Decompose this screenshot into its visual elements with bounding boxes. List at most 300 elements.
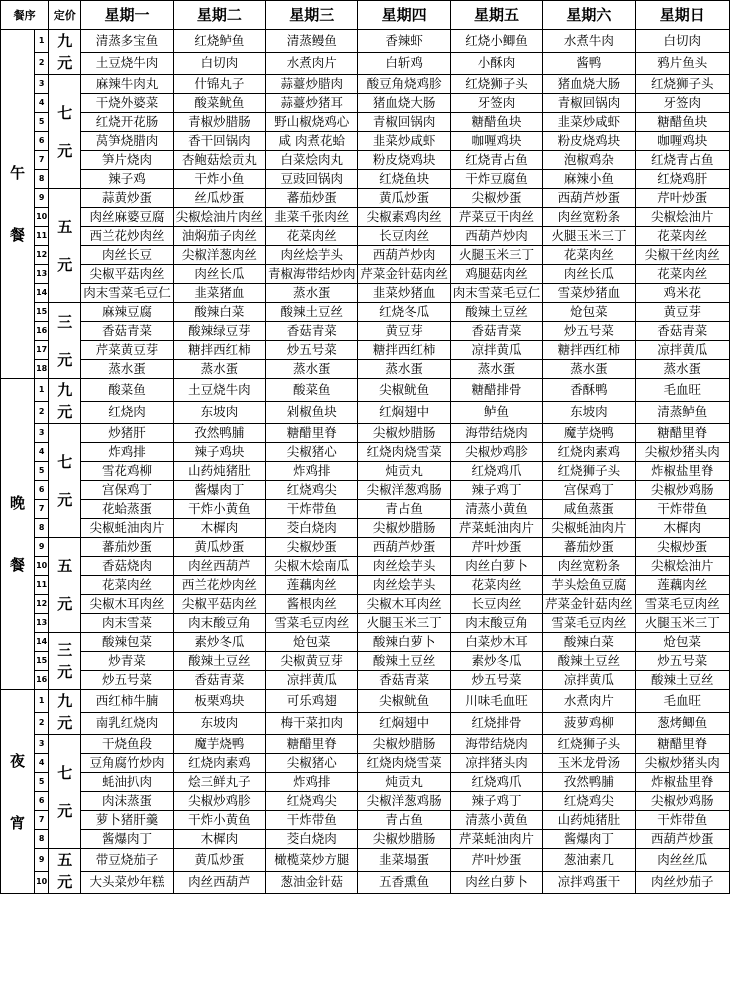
dish-cell: 炸椒盐里脊: [635, 462, 729, 481]
price-char: 三: [57, 312, 73, 331]
row-number: 14: [35, 284, 49, 303]
menu-row: [1, 830, 730, 849]
dish-cell: 青占鱼: [358, 811, 450, 830]
row-number: 5: [35, 113, 49, 132]
dish-cell: 丝瓜炒蛋: [173, 189, 265, 208]
row-number: 17: [35, 341, 49, 360]
menu-row: [1, 227, 730, 246]
dish-cell: 炒猪肝: [81, 424, 173, 443]
menu-row: [1, 30, 730, 53]
price-char: 五: [57, 217, 73, 236]
row-number: 3: [35, 424, 49, 443]
dish-cell: 玉米龙骨汤: [543, 754, 635, 773]
dish-cell: 蕃茄炒蛋: [81, 538, 173, 557]
dish-cell: 牙签肉: [635, 94, 729, 113]
dish-cell: 酸辣土豆丝: [266, 303, 358, 322]
row-number: 4: [35, 754, 49, 773]
dish-cell: 芹菜金针菇肉丝: [358, 265, 450, 284]
dish-cell: 炸鸡排: [266, 773, 358, 792]
dish-cell: 麻辣牛肉丸: [81, 75, 173, 94]
dish-cell: 酸辣土豆丝: [543, 652, 635, 671]
dish-cell: 酸辣土豆丝: [358, 652, 450, 671]
menu-row: [1, 341, 730, 360]
dish-cell: 麻辣小鱼: [543, 170, 635, 189]
menu-row: [1, 519, 730, 538]
dish-cell: 干炸豆腐鱼: [450, 170, 542, 189]
dish-cell: 干炸带鱼: [635, 811, 729, 830]
dish-cell: 清蒸鳗鱼: [266, 30, 358, 53]
dish-cell: 青椒海带结炒肉: [266, 265, 358, 284]
dish-cell: 肉丝烩芋头: [358, 557, 450, 576]
row-number: 16: [35, 322, 49, 341]
dish-cell: 芹叶炒蛋: [635, 189, 729, 208]
dish-cell: 香辣虾: [358, 30, 450, 53]
dish-cell: 尖椒炒腊肠: [358, 424, 450, 443]
dish-cell: 鸦片鱼头: [635, 52, 729, 75]
dish-cell: 尖椒炒鸡肠: [635, 792, 729, 811]
dish-cell: 咸鱼蒸蛋: [543, 500, 635, 519]
price-char: 三: [57, 641, 73, 659]
dish-cell: 红烧开花肠: [81, 113, 173, 132]
dish-cell: 尖椒木耳肉丝: [358, 595, 450, 614]
price-char: 元: [57, 255, 73, 274]
dish-cell: 西兰花炒肉丝: [81, 227, 173, 246]
row-number: 12: [35, 246, 49, 265]
dish-cell: 青椒炒腊肠: [173, 113, 265, 132]
dish-cell: 泡椒鸡杂: [543, 151, 635, 170]
menu-row: [1, 443, 730, 462]
dish-cell: 萝卜猪肝羹: [81, 811, 173, 830]
dish-cell: 糖醋里脊: [266, 424, 358, 443]
price-label: [49, 849, 81, 894]
dish-cell: 糖醋里脊: [635, 735, 729, 754]
menu-row: [1, 94, 730, 113]
dish-cell: 香菇烧肉: [81, 557, 173, 576]
dish-cell: 笋片烧肉: [81, 151, 173, 170]
dish-cell: 粉皮烧鸡块: [358, 151, 450, 170]
row-number: 15: [35, 303, 49, 322]
price-char: 七: [57, 103, 73, 122]
dish-cell: 宫保鸡丁: [543, 481, 635, 500]
dish-cell: 雪菜毛豆肉丝: [266, 614, 358, 633]
dish-cell: 茭白烧肉: [266, 519, 358, 538]
dish-cell: 肉丝宽粉条: [543, 208, 635, 227]
menu-row: [1, 538, 730, 557]
day-header: 星期五: [450, 1, 542, 30]
dish-cell: 尖椒炒鸡胗: [173, 792, 265, 811]
dish-cell: 尖椒蚝油肉片: [543, 519, 635, 538]
dish-cell: 东坡肉: [543, 401, 635, 424]
dish-cell: 凉拌鸡蛋干: [543, 871, 635, 894]
dish-cell: 魔芋烧鸭: [543, 424, 635, 443]
dish-cell: 青椒回锅肉: [543, 94, 635, 113]
dish-cell: 韭菜塌蛋: [358, 849, 450, 872]
dish-cell: 黄瓜炒蛋: [173, 849, 265, 872]
meal-char: 餐: [10, 556, 26, 574]
menu-row: [1, 712, 730, 735]
dish-cell: 蒜薹炒腊肉: [266, 75, 358, 94]
dish-cell: 蒜黄炒蛋: [81, 189, 173, 208]
dish-cell: 炸鸡排: [81, 443, 173, 462]
dish-cell: 西葫芦炒肉: [450, 227, 542, 246]
dish-cell: 蒸水蛋: [266, 360, 358, 379]
dish-cell: 粉皮烧鸡块: [543, 132, 635, 151]
spacer: [49, 473, 80, 489]
menu-row: [1, 633, 730, 652]
dish-cell: 韭菜猪血: [173, 284, 265, 303]
dish-cell: 花菜肉丝: [635, 227, 729, 246]
row-number: 1: [35, 690, 49, 713]
dish-cell: 芹叶炒蛋: [450, 849, 542, 872]
dish-cell: 蒸水蛋: [450, 360, 542, 379]
dish-cell: 红烧狮子头: [543, 735, 635, 754]
menu-row: [1, 132, 730, 151]
row-number: 3: [35, 75, 49, 94]
dish-cell: 肉丝炒茄子: [635, 871, 729, 894]
dish-cell: 糖醋排骨: [450, 379, 542, 402]
dish-cell: 菠萝鸡柳: [543, 712, 635, 735]
dish-cell: 牙签肉: [450, 94, 542, 113]
menu-row: [1, 849, 730, 872]
dish-cell: 酸辣白菜: [173, 303, 265, 322]
row-number: 10: [35, 208, 49, 227]
menu-row: [1, 113, 730, 132]
dish-cell: 带豆烧茄子: [81, 849, 173, 872]
dish-cell: 豆角腐竹炒肉: [81, 754, 173, 773]
row-number: 2: [35, 52, 49, 75]
dish-cell: 蒸水蛋: [81, 360, 173, 379]
menu-row: [1, 671, 730, 690]
row-number: 7: [35, 500, 49, 519]
day-header: 星期二: [173, 1, 265, 30]
dish-cell: 麻辣豆腐: [81, 303, 173, 322]
dish-cell: 芹菜蚝油肉片: [450, 830, 542, 849]
day-header: 星期三: [266, 1, 358, 30]
dish-cell: 蕃茄炒蛋: [266, 189, 358, 208]
menu-row: [1, 75, 730, 94]
dish-cell: 尖椒炒腊肠: [358, 735, 450, 754]
price-char: 元: [57, 595, 73, 613]
dish-cell: 炸椒盐里脊: [635, 773, 729, 792]
price-char: 五: [57, 851, 73, 869]
spacer: [49, 333, 80, 349]
row-number: 6: [35, 132, 49, 151]
dish-cell: 红烧鱼块: [358, 170, 450, 189]
dish-cell: 红焖翅中: [358, 401, 450, 424]
row-number: 8: [35, 830, 49, 849]
dish-cell: 炖贡丸: [358, 773, 450, 792]
price-char: 元: [57, 54, 73, 72]
price-label: [49, 189, 81, 303]
row-number: 12: [35, 595, 49, 614]
price-char: 七: [57, 763, 73, 782]
dish-cell: 蒸水蛋: [173, 360, 265, 379]
dish-cell: 咖喱鸡块: [635, 132, 729, 151]
dish-cell: 酸辣土豆丝: [173, 652, 265, 671]
dish-cell: 尖椒炒猪头肉: [635, 754, 729, 773]
menu-row: [1, 576, 730, 595]
price-header: 定价: [49, 1, 81, 30]
dish-cell: 魔芋烧鸭: [173, 735, 265, 754]
day-header: 星期六: [543, 1, 635, 30]
row-number: 9: [35, 189, 49, 208]
dish-cell: 韭菜千张肉丝: [266, 208, 358, 227]
dish-cell: 尖椒蚝油肉片: [81, 519, 173, 538]
dish-cell: 香菇青菜: [358, 671, 450, 690]
dish-cell: 尖椒洋葱肉丝: [173, 246, 265, 265]
dish-cell: 花菜肉丝: [635, 265, 729, 284]
dish-cell: 辣子鸡块: [173, 443, 265, 462]
price-char: 七: [57, 452, 73, 471]
dish-cell: 雪菜毛豆肉丝: [543, 614, 635, 633]
dish-cell: 花菜肉丝: [450, 576, 542, 595]
dish-cell: 白菜烩肉丸: [266, 151, 358, 170]
dish-cell: 红烧肉素鸡: [543, 443, 635, 462]
dish-cell: 酱根肉丝: [266, 595, 358, 614]
dish-cell: 香酥鸭: [543, 379, 635, 402]
dish-cell: 肉沫蒸蛋: [81, 792, 173, 811]
dish-cell: 凉拌黄瓜: [543, 671, 635, 690]
menu-row: [1, 265, 730, 284]
menu-row: [1, 614, 730, 633]
dish-cell: 尖椒鱿鱼: [358, 690, 450, 713]
row-number: 1: [35, 30, 49, 53]
menu-row: [1, 151, 730, 170]
dish-cell: 梅干菜扣肉: [266, 712, 358, 735]
price-char: 九: [57, 381, 73, 399]
dish-cell: 火腿玉米三丁: [358, 614, 450, 633]
dish-cell: 水煮肉片: [543, 690, 635, 713]
dish-cell: 酱爆肉丁: [543, 830, 635, 849]
dish-cell: 尖椒洋葱鸡肠: [358, 792, 450, 811]
dish-cell: 肉丝麻婆豆腐: [81, 208, 173, 227]
dish-cell: 糖醋鱼块: [635, 113, 729, 132]
dish-cell: 清蒸鲈鱼: [635, 401, 729, 424]
dish-cell: 酱爆肉丁: [173, 481, 265, 500]
dish-cell: 肉末酸豆角: [450, 614, 542, 633]
price-char: 九: [57, 32, 73, 50]
dish-cell: 酸豆角烧鸡胗: [358, 75, 450, 94]
dish-cell: 炒五号菜: [543, 322, 635, 341]
meal-char: 宵: [10, 813, 26, 832]
dish-cell: 红烧鸡爪: [450, 773, 542, 792]
dish-cell: 红烧鸡尖: [543, 792, 635, 811]
spacer: [49, 238, 80, 254]
dish-cell: 黄豆芽: [635, 303, 729, 322]
spacer: [49, 124, 80, 140]
dish-cell: 酱鸭: [543, 52, 635, 75]
row-number: 4: [35, 443, 49, 462]
dish-cell: 肉末酸豆角: [173, 614, 265, 633]
dish-cell: 炝包菜: [543, 303, 635, 322]
dish-cell: 小酥肉: [450, 52, 542, 75]
menu-row: [1, 322, 730, 341]
menu-row: [1, 360, 730, 379]
row-number: 18: [35, 360, 49, 379]
dish-cell: 糖拌西红柿: [358, 341, 450, 360]
dish-cell: 尖椒烩油片: [635, 208, 729, 227]
dish-cell: 土豆烧牛肉: [173, 379, 265, 402]
meal-header: 餐序: [1, 1, 49, 30]
dish-cell: 炸鸡排: [266, 462, 358, 481]
menu-row: [1, 792, 730, 811]
dish-cell: 板栗鸡块: [173, 690, 265, 713]
menu-row: [1, 52, 730, 75]
price-label: [49, 30, 81, 75]
price-char: 五: [57, 557, 73, 575]
dish-cell: 木樨肉: [635, 519, 729, 538]
dish-cell: 雪花鸡柳: [81, 462, 173, 481]
price-label: [49, 538, 81, 633]
dish-cell: 鲈鱼: [450, 401, 542, 424]
dish-cell: 凉拌黄瓜: [266, 671, 358, 690]
row-number: 2: [35, 401, 49, 424]
dish-cell: 茭白烧肉: [266, 830, 358, 849]
dish-cell: 肉丝长瓜: [173, 265, 265, 284]
menu-row: [1, 208, 730, 227]
row-number: 7: [35, 811, 49, 830]
spacer: [1, 772, 34, 812]
dish-cell: 红烧青占鱼: [635, 151, 729, 170]
dish-cell: 宫保鸡丁: [81, 481, 173, 500]
dish-cell: 尖椒黄豆芽: [266, 652, 358, 671]
spacer: [49, 577, 80, 593]
dish-cell: 糖拌西红柿: [543, 341, 635, 360]
dish-cell: 黄豆芽: [358, 322, 450, 341]
dish-cell: 土豆烧牛肉: [81, 52, 173, 75]
price-label: [49, 690, 81, 735]
menu-row: [1, 500, 730, 519]
price-label: [49, 379, 81, 424]
dish-cell: 酸菜鱼: [266, 379, 358, 402]
meal-char: 晚: [10, 494, 26, 512]
dish-cell: 孜然鸭脯: [173, 424, 265, 443]
dish-cell: 尖椒鱿鱼: [358, 379, 450, 402]
dish-cell: 西葫芦炒肉: [358, 246, 450, 265]
dish-cell: 炝包菜: [266, 633, 358, 652]
dish-cell: 红烧冬瓜: [358, 303, 450, 322]
dish-cell: 酸辣白菜: [543, 633, 635, 652]
dish-cell: 糖醋里脊: [635, 424, 729, 443]
dish-cell: 肉丝长豆: [81, 246, 173, 265]
dish-cell: 海带结烧肉: [450, 424, 542, 443]
dish-cell: 肉丝长瓜: [543, 265, 635, 284]
dish-cell: 尖椒炒蛋: [450, 189, 542, 208]
menu-row: [1, 189, 730, 208]
menu-row: [1, 690, 730, 713]
dish-cell: 尖椒平菇肉丝: [81, 265, 173, 284]
menu-row: [1, 773, 730, 792]
dish-cell: 芹菜蚝油肉片: [450, 519, 542, 538]
dish-cell: 蚝油扒肉: [81, 773, 173, 792]
menu-row: [1, 246, 730, 265]
dish-cell: 白菜炒木耳: [450, 633, 542, 652]
row-number: 4: [35, 94, 49, 113]
menu-row: [1, 481, 730, 500]
dish-cell: 水煮牛肉: [543, 30, 635, 53]
dish-cell: 葱烤鲫鱼: [635, 712, 729, 735]
menu-row: [1, 462, 730, 481]
dish-cell: 红烧狮子头: [450, 75, 542, 94]
dish-cell: 尖椒洋葱鸡肠: [358, 481, 450, 500]
dish-cell: 尖椒猪心: [266, 443, 358, 462]
price-label: [49, 303, 81, 379]
dish-cell: 水煮肉片: [266, 52, 358, 75]
menu-row: [1, 871, 730, 894]
spacer: [1, 514, 34, 554]
dish-cell: 干炸小黄鱼: [173, 500, 265, 519]
menu-row: [1, 424, 730, 443]
dish-cell: 香菇青菜: [81, 322, 173, 341]
dish-cell: 肉末雪菜: [81, 614, 173, 633]
dish-cell: 炝包菜: [635, 633, 729, 652]
dish-cell: 芹菜金针菇肉丝: [543, 595, 635, 614]
row-number: 7: [35, 151, 49, 170]
dish-cell: 红烧青占鱼: [450, 151, 542, 170]
dish-cell: 西红柿牛腩: [81, 690, 173, 713]
dish-cell: 干炸带鱼: [635, 500, 729, 519]
dish-cell: 蒜薹炒猪耳: [266, 94, 358, 113]
price-char: 元: [57, 350, 73, 369]
row-number: 5: [35, 773, 49, 792]
dish-cell: 红烧鸡尖: [266, 481, 358, 500]
dish-cell: 可乐鸡翅: [266, 690, 358, 713]
dish-cell: 清蒸小黄鱼: [450, 500, 542, 519]
dish-cell: 五香熏鱼: [358, 871, 450, 894]
dish-cell: 干炸小鱼: [173, 170, 265, 189]
dish-cell: 山药炖猪肚: [173, 462, 265, 481]
dish-cell: 红烧鲈鱼: [173, 30, 265, 53]
dish-cell: 花菜肉丝: [81, 576, 173, 595]
dish-cell: 毛血旺: [635, 379, 729, 402]
dish-cell: 酸辣土豆丝: [635, 671, 729, 690]
dish-cell: 干烧鱼段: [81, 735, 173, 754]
row-number: 8: [35, 519, 49, 538]
dish-cell: 酸辣包菜: [81, 633, 173, 652]
dish-cell: 尖椒炒猪头肉: [635, 443, 729, 462]
menu-row: [1, 595, 730, 614]
dish-cell: 橄榄菜炒方腿: [266, 849, 358, 872]
price-char: 九: [57, 692, 73, 710]
dish-cell: 凉拌黄瓜: [635, 341, 729, 360]
dish-cell: 尖椒平菇肉丝: [173, 595, 265, 614]
dish-cell: 酸辣土豆丝: [450, 303, 542, 322]
dish-cell: 西葫芦炒蛋: [358, 538, 450, 557]
row-number: 15: [35, 652, 49, 671]
dish-cell: 野山椒烧鸡心: [266, 113, 358, 132]
price-label: [49, 735, 81, 849]
dish-cell: 红烧肉: [81, 401, 173, 424]
day-header: 星期日: [635, 1, 729, 30]
dish-cell: 什锦丸子: [173, 75, 265, 94]
row-number: 13: [35, 614, 49, 633]
dish-cell: 炒五号菜: [81, 671, 173, 690]
row-number: 6: [35, 792, 49, 811]
dish-cell: 花蛤蒸蛋: [81, 500, 173, 519]
dish-cell: 肉丝烩芋头: [358, 576, 450, 595]
dish-cell: 红烧狮子头: [543, 462, 635, 481]
dish-cell: 肉末雪菜毛豆仁: [81, 284, 173, 303]
dish-cell: 鸡米花: [635, 284, 729, 303]
dish-cell: 剁椒鱼块: [266, 401, 358, 424]
menu-body: [1, 30, 730, 894]
dish-cell: 木樨肉: [173, 830, 265, 849]
menu-row: [1, 170, 730, 189]
dish-cell: 辣子鸡: [81, 170, 173, 189]
price-label: [49, 633, 81, 690]
dish-cell: 海带结烧肉: [450, 735, 542, 754]
dish-cell: 尖椒木烩南瓜: [266, 557, 358, 576]
